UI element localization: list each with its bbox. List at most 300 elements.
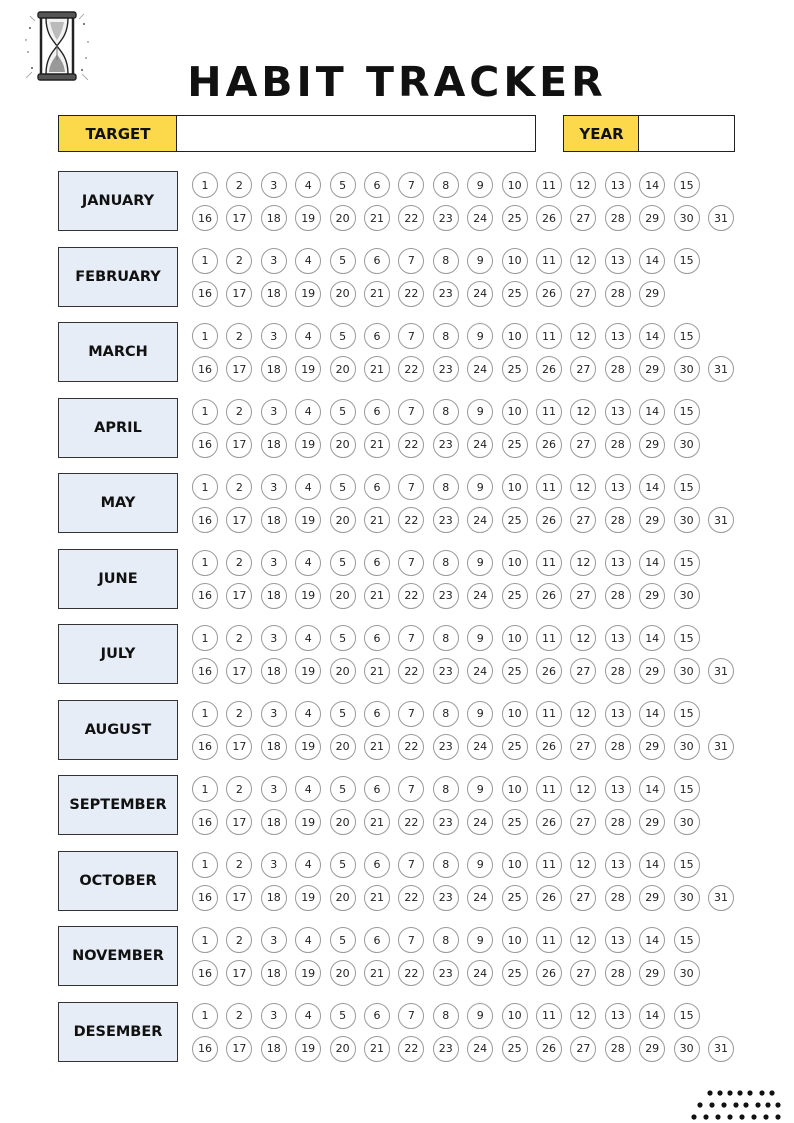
day-circle[interactable]: 25 [502,507,528,533]
day-circle[interactable]: 31 [708,1036,734,1062]
day-circle[interactable]: 16 [192,960,218,986]
day-circle[interactable]: 17 [226,658,252,684]
day-circle[interactable]: 13 [605,248,631,274]
day-circle[interactable]: 5 [330,550,356,576]
day-circle[interactable]: 19 [295,734,321,760]
day-circle[interactable]: 31 [708,885,734,911]
day-circle[interactable]: 22 [398,734,424,760]
day-circle[interactable]: 23 [433,583,459,609]
day-circle[interactable]: 31 [708,205,734,231]
day-circle[interactable]: 12 [570,625,596,651]
day-circle[interactable]: 7 [398,399,424,425]
day-circle[interactable]: 22 [398,356,424,382]
day-circle[interactable]: 15 [674,625,700,651]
day-circle[interactable]: 11 [536,399,562,425]
day-circle[interactable]: 17 [226,809,252,835]
day-circle[interactable]: 2 [226,550,252,576]
day-circle[interactable]: 26 [536,885,562,911]
day-circle[interactable]: 16 [192,734,218,760]
day-circle[interactable]: 28 [605,885,631,911]
day-circle[interactable]: 16 [192,658,218,684]
day-circle[interactable]: 2 [226,625,252,651]
day-circle[interactable]: 3 [261,550,287,576]
day-circle[interactable]: 9 [467,474,493,500]
day-circle[interactable]: 19 [295,432,321,458]
day-circle[interactable]: 7 [398,550,424,576]
day-circle[interactable]: 11 [536,248,562,274]
day-circle[interactable]: 7 [398,248,424,274]
day-circle[interactable]: 1 [192,927,218,953]
day-circle[interactable]: 12 [570,776,596,802]
day-circle[interactable]: 22 [398,960,424,986]
day-circle[interactable]: 29 [639,809,665,835]
day-circle[interactable]: 30 [674,658,700,684]
day-circle[interactable]: 30 [674,432,700,458]
day-circle[interactable]: 6 [364,399,390,425]
day-circle[interactable]: 17 [226,1036,252,1062]
day-circle[interactable]: 19 [295,885,321,911]
day-circle[interactable]: 12 [570,927,596,953]
day-circle[interactable]: 14 [639,550,665,576]
day-circle[interactable]: 31 [708,734,734,760]
day-circle[interactable]: 29 [639,734,665,760]
day-circle[interactable]: 2 [226,852,252,878]
day-circle[interactable]: 13 [605,701,631,727]
day-circle[interactable]: 14 [639,399,665,425]
day-circle[interactable]: 3 [261,927,287,953]
day-circle[interactable]: 10 [502,399,528,425]
day-circle[interactable]: 24 [467,507,493,533]
day-circle[interactable]: 21 [364,1036,390,1062]
day-circle[interactable]: 9 [467,1003,493,1029]
day-circle[interactable]: 12 [570,474,596,500]
day-circle[interactable]: 13 [605,776,631,802]
day-circle[interactable]: 18 [261,432,287,458]
day-circle[interactable]: 18 [261,809,287,835]
day-circle[interactable]: 19 [295,658,321,684]
day-circle[interactable]: 18 [261,583,287,609]
day-circle[interactable]: 18 [261,885,287,911]
day-circle[interactable]: 8 [433,776,459,802]
day-circle[interactable]: 8 [433,323,459,349]
day-circle[interactable]: 3 [261,625,287,651]
day-circle[interactable]: 7 [398,474,424,500]
day-circle[interactable]: 6 [364,927,390,953]
day-circle[interactable]: 24 [467,583,493,609]
day-circle[interactable]: 28 [605,734,631,760]
day-circle[interactable]: 11 [536,474,562,500]
day-circle[interactable]: 11 [536,701,562,727]
day-circle[interactable]: 22 [398,281,424,307]
day-circle[interactable]: 23 [433,809,459,835]
day-circle[interactable]: 8 [433,1003,459,1029]
day-circle[interactable]: 12 [570,248,596,274]
day-circle[interactable]: 23 [433,734,459,760]
day-circle[interactable]: 27 [570,1036,596,1062]
target-field[interactable] [176,115,536,152]
day-circle[interactable]: 29 [639,1036,665,1062]
day-circle[interactable]: 17 [226,356,252,382]
day-circle[interactable]: 2 [226,323,252,349]
day-circle[interactable]: 23 [433,507,459,533]
day-circle[interactable]: 28 [605,809,631,835]
day-circle[interactable]: 30 [674,356,700,382]
day-circle[interactable]: 10 [502,172,528,198]
day-circle[interactable]: 9 [467,852,493,878]
day-circle[interactable]: 1 [192,399,218,425]
day-circle[interactable]: 30 [674,734,700,760]
day-circle[interactable]: 1 [192,172,218,198]
day-circle[interactable]: 18 [261,734,287,760]
day-circle[interactable]: 29 [639,356,665,382]
day-circle[interactable]: 28 [605,507,631,533]
day-circle[interactable]: 7 [398,1003,424,1029]
day-circle[interactable]: 11 [536,550,562,576]
day-circle[interactable]: 28 [605,1036,631,1062]
day-circle[interactable]: 28 [605,205,631,231]
day-circle[interactable]: 22 [398,432,424,458]
day-circle[interactable]: 18 [261,356,287,382]
day-circle[interactable]: 17 [226,960,252,986]
day-circle[interactable]: 16 [192,809,218,835]
day-circle[interactable]: 8 [433,550,459,576]
day-circle[interactable]: 14 [639,474,665,500]
day-circle[interactable]: 2 [226,248,252,274]
day-circle[interactable]: 4 [295,927,321,953]
day-circle[interactable]: 29 [639,885,665,911]
day-circle[interactable]: 4 [295,248,321,274]
day-circle[interactable]: 10 [502,776,528,802]
day-circle[interactable]: 20 [330,885,356,911]
day-circle[interactable]: 20 [330,281,356,307]
day-circle[interactable]: 6 [364,248,390,274]
day-circle[interactable]: 25 [502,356,528,382]
day-circle[interactable]: 5 [330,1003,356,1029]
day-circle[interactable]: 21 [364,583,390,609]
day-circle[interactable]: 10 [502,248,528,274]
day-circle[interactable]: 4 [295,776,321,802]
day-circle[interactable]: 26 [536,507,562,533]
day-circle[interactable]: 23 [433,356,459,382]
day-circle[interactable]: 21 [364,734,390,760]
day-circle[interactable]: 15 [674,323,700,349]
day-circle[interactable]: 20 [330,356,356,382]
day-circle[interactable]: 3 [261,248,287,274]
day-circle[interactable]: 19 [295,583,321,609]
day-circle[interactable]: 17 [226,205,252,231]
day-circle[interactable]: 29 [639,583,665,609]
day-circle[interactable]: 8 [433,927,459,953]
day-circle[interactable]: 14 [639,927,665,953]
day-circle[interactable]: 14 [639,701,665,727]
day-circle[interactable]: 24 [467,885,493,911]
day-circle[interactable]: 20 [330,734,356,760]
day-circle[interactable]: 24 [467,205,493,231]
day-circle[interactable]: 23 [433,432,459,458]
day-circle[interactable]: 14 [639,248,665,274]
day-circle[interactable]: 3 [261,399,287,425]
day-circle[interactable]: 8 [433,248,459,274]
day-circle[interactable]: 13 [605,323,631,349]
day-circle[interactable]: 5 [330,927,356,953]
day-circle[interactable]: 13 [605,399,631,425]
day-circle[interactable]: 20 [330,960,356,986]
day-circle[interactable]: 16 [192,507,218,533]
day-circle[interactable]: 22 [398,507,424,533]
day-circle[interactable]: 27 [570,734,596,760]
day-circle[interactable]: 28 [605,356,631,382]
day-circle[interactable]: 25 [502,432,528,458]
day-circle[interactable]: 24 [467,1036,493,1062]
day-circle[interactable]: 26 [536,583,562,609]
day-circle[interactable]: 26 [536,1036,562,1062]
day-circle[interactable]: 14 [639,625,665,651]
day-circle[interactable]: 6 [364,474,390,500]
day-circle[interactable]: 8 [433,474,459,500]
day-circle[interactable]: 1 [192,1003,218,1029]
day-circle[interactable]: 1 [192,701,218,727]
day-circle[interactable]: 6 [364,852,390,878]
year-field[interactable] [638,115,735,152]
day-circle[interactable]: 15 [674,474,700,500]
day-circle[interactable]: 6 [364,776,390,802]
day-circle[interactable]: 20 [330,432,356,458]
day-circle[interactable]: 26 [536,281,562,307]
day-circle[interactable]: 31 [708,658,734,684]
day-circle[interactable]: 17 [226,885,252,911]
day-circle[interactable]: 21 [364,432,390,458]
day-circle[interactable]: 9 [467,248,493,274]
day-circle[interactable]: 16 [192,885,218,911]
day-circle[interactable]: 14 [639,1003,665,1029]
day-circle[interactable]: 14 [639,852,665,878]
day-circle[interactable]: 8 [433,172,459,198]
day-circle[interactable]: 25 [502,885,528,911]
day-circle[interactable]: 12 [570,323,596,349]
day-circle[interactable]: 8 [433,399,459,425]
day-circle[interactable]: 1 [192,474,218,500]
day-circle[interactable]: 25 [502,809,528,835]
day-circle[interactable]: 27 [570,281,596,307]
day-circle[interactable]: 30 [674,507,700,533]
day-circle[interactable]: 17 [226,432,252,458]
day-circle[interactable]: 27 [570,658,596,684]
day-circle[interactable]: 13 [605,550,631,576]
day-circle[interactable]: 22 [398,809,424,835]
day-circle[interactable]: 19 [295,281,321,307]
day-circle[interactable]: 30 [674,1036,700,1062]
day-circle[interactable]: 2 [226,399,252,425]
day-circle[interactable]: 29 [639,205,665,231]
day-circle[interactable]: 5 [330,399,356,425]
day-circle[interactable]: 4 [295,474,321,500]
day-circle[interactable]: 10 [502,852,528,878]
day-circle[interactable]: 5 [330,172,356,198]
day-circle[interactable]: 7 [398,172,424,198]
day-circle[interactable]: 27 [570,432,596,458]
day-circle[interactable]: 21 [364,885,390,911]
day-circle[interactable]: 15 [674,399,700,425]
day-circle[interactable]: 23 [433,658,459,684]
day-circle[interactable]: 5 [330,701,356,727]
day-circle[interactable]: 8 [433,625,459,651]
day-circle[interactable]: 23 [433,281,459,307]
day-circle[interactable]: 29 [639,432,665,458]
day-circle[interactable]: 27 [570,885,596,911]
day-circle[interactable]: 21 [364,960,390,986]
day-circle[interactable]: 15 [674,172,700,198]
day-circle[interactable]: 12 [570,1003,596,1029]
day-circle[interactable]: 5 [330,248,356,274]
day-circle[interactable]: 9 [467,701,493,727]
day-circle[interactable]: 31 [708,507,734,533]
day-circle[interactable]: 10 [502,323,528,349]
day-circle[interactable]: 2 [226,172,252,198]
day-circle[interactable]: 1 [192,625,218,651]
day-circle[interactable]: 10 [502,1003,528,1029]
day-circle[interactable]: 4 [295,399,321,425]
day-circle[interactable]: 20 [330,809,356,835]
day-circle[interactable]: 29 [639,281,665,307]
day-circle[interactable]: 22 [398,658,424,684]
day-circle[interactable]: 11 [536,1003,562,1029]
day-circle[interactable]: 19 [295,960,321,986]
day-circle[interactable]: 7 [398,625,424,651]
day-circle[interactable]: 22 [398,1036,424,1062]
day-circle[interactable]: 26 [536,356,562,382]
day-circle[interactable]: 16 [192,432,218,458]
day-circle[interactable]: 27 [570,507,596,533]
day-circle[interactable]: 3 [261,852,287,878]
day-circle[interactable]: 12 [570,550,596,576]
day-circle[interactable]: 3 [261,776,287,802]
day-circle[interactable]: 20 [330,583,356,609]
day-circle[interactable]: 19 [295,507,321,533]
day-circle[interactable]: 13 [605,927,631,953]
day-circle[interactable]: 22 [398,205,424,231]
day-circle[interactable]: 5 [330,776,356,802]
day-circle[interactable]: 6 [364,1003,390,1029]
day-circle[interactable]: 9 [467,323,493,349]
day-circle[interactable]: 13 [605,1003,631,1029]
day-circle[interactable]: 8 [433,852,459,878]
day-circle[interactable]: 13 [605,625,631,651]
day-circle[interactable]: 4 [295,852,321,878]
day-circle[interactable]: 25 [502,960,528,986]
day-circle[interactable]: 1 [192,323,218,349]
day-circle[interactable]: 23 [433,960,459,986]
day-circle[interactable]: 6 [364,172,390,198]
day-circle[interactable]: 10 [502,701,528,727]
day-circle[interactable]: 10 [502,625,528,651]
day-circle[interactable]: 22 [398,583,424,609]
day-circle[interactable]: 25 [502,583,528,609]
day-circle[interactable]: 4 [295,550,321,576]
day-circle[interactable]: 17 [226,734,252,760]
day-circle[interactable]: 21 [364,507,390,533]
day-circle[interactable]: 13 [605,852,631,878]
day-circle[interactable]: 3 [261,701,287,727]
day-circle[interactable]: 15 [674,852,700,878]
day-circle[interactable]: 31 [708,356,734,382]
day-circle[interactable]: 6 [364,701,390,727]
day-circle[interactable]: 5 [330,323,356,349]
day-circle[interactable]: 1 [192,852,218,878]
day-circle[interactable]: 16 [192,583,218,609]
day-circle[interactable]: 5 [330,852,356,878]
day-circle[interactable]: 15 [674,248,700,274]
day-circle[interactable]: 5 [330,625,356,651]
day-circle[interactable]: 23 [433,885,459,911]
day-circle[interactable]: 18 [261,507,287,533]
day-circle[interactable]: 18 [261,281,287,307]
day-circle[interactable]: 12 [570,399,596,425]
day-circle[interactable]: 6 [364,625,390,651]
day-circle[interactable]: 24 [467,809,493,835]
day-circle[interactable]: 26 [536,432,562,458]
day-circle[interactable]: 18 [261,658,287,684]
day-circle[interactable]: 7 [398,323,424,349]
day-circle[interactable]: 26 [536,734,562,760]
day-circle[interactable]: 10 [502,474,528,500]
day-circle[interactable]: 27 [570,960,596,986]
day-circle[interactable]: 14 [639,172,665,198]
day-circle[interactable]: 20 [330,1036,356,1062]
day-circle[interactable]: 25 [502,734,528,760]
day-circle[interactable]: 19 [295,1036,321,1062]
day-circle[interactable]: 28 [605,432,631,458]
day-circle[interactable]: 24 [467,281,493,307]
day-circle[interactable]: 2 [226,776,252,802]
day-circle[interactable]: 15 [674,550,700,576]
day-circle[interactable]: 10 [502,927,528,953]
day-circle[interactable]: 11 [536,852,562,878]
day-circle[interactable]: 18 [261,205,287,231]
day-circle[interactable]: 2 [226,1003,252,1029]
day-circle[interactable]: 9 [467,399,493,425]
day-circle[interactable]: 24 [467,734,493,760]
day-circle[interactable]: 28 [605,658,631,684]
day-circle[interactable]: 16 [192,205,218,231]
day-circle[interactable]: 27 [570,809,596,835]
day-circle[interactable]: 27 [570,205,596,231]
day-circle[interactable]: 25 [502,281,528,307]
day-circle[interactable]: 25 [502,1036,528,1062]
day-circle[interactable]: 23 [433,205,459,231]
day-circle[interactable]: 24 [467,432,493,458]
day-circle[interactable]: 3 [261,323,287,349]
day-circle[interactable]: 9 [467,625,493,651]
day-circle[interactable]: 18 [261,1036,287,1062]
day-circle[interactable]: 26 [536,658,562,684]
day-circle[interactable]: 26 [536,809,562,835]
day-circle[interactable]: 4 [295,323,321,349]
day-circle[interactable]: 15 [674,927,700,953]
day-circle[interactable]: 17 [226,507,252,533]
day-circle[interactable]: 9 [467,172,493,198]
day-circle[interactable]: 28 [605,583,631,609]
day-circle[interactable]: 22 [398,885,424,911]
day-circle[interactable]: 21 [364,205,390,231]
day-circle[interactable]: 21 [364,658,390,684]
day-circle[interactable]: 3 [261,172,287,198]
day-circle[interactable]: 12 [570,701,596,727]
day-circle[interactable]: 11 [536,625,562,651]
day-circle[interactable]: 14 [639,323,665,349]
day-circle[interactable]: 30 [674,960,700,986]
day-circle[interactable]: 1 [192,550,218,576]
day-circle[interactable]: 11 [536,323,562,349]
